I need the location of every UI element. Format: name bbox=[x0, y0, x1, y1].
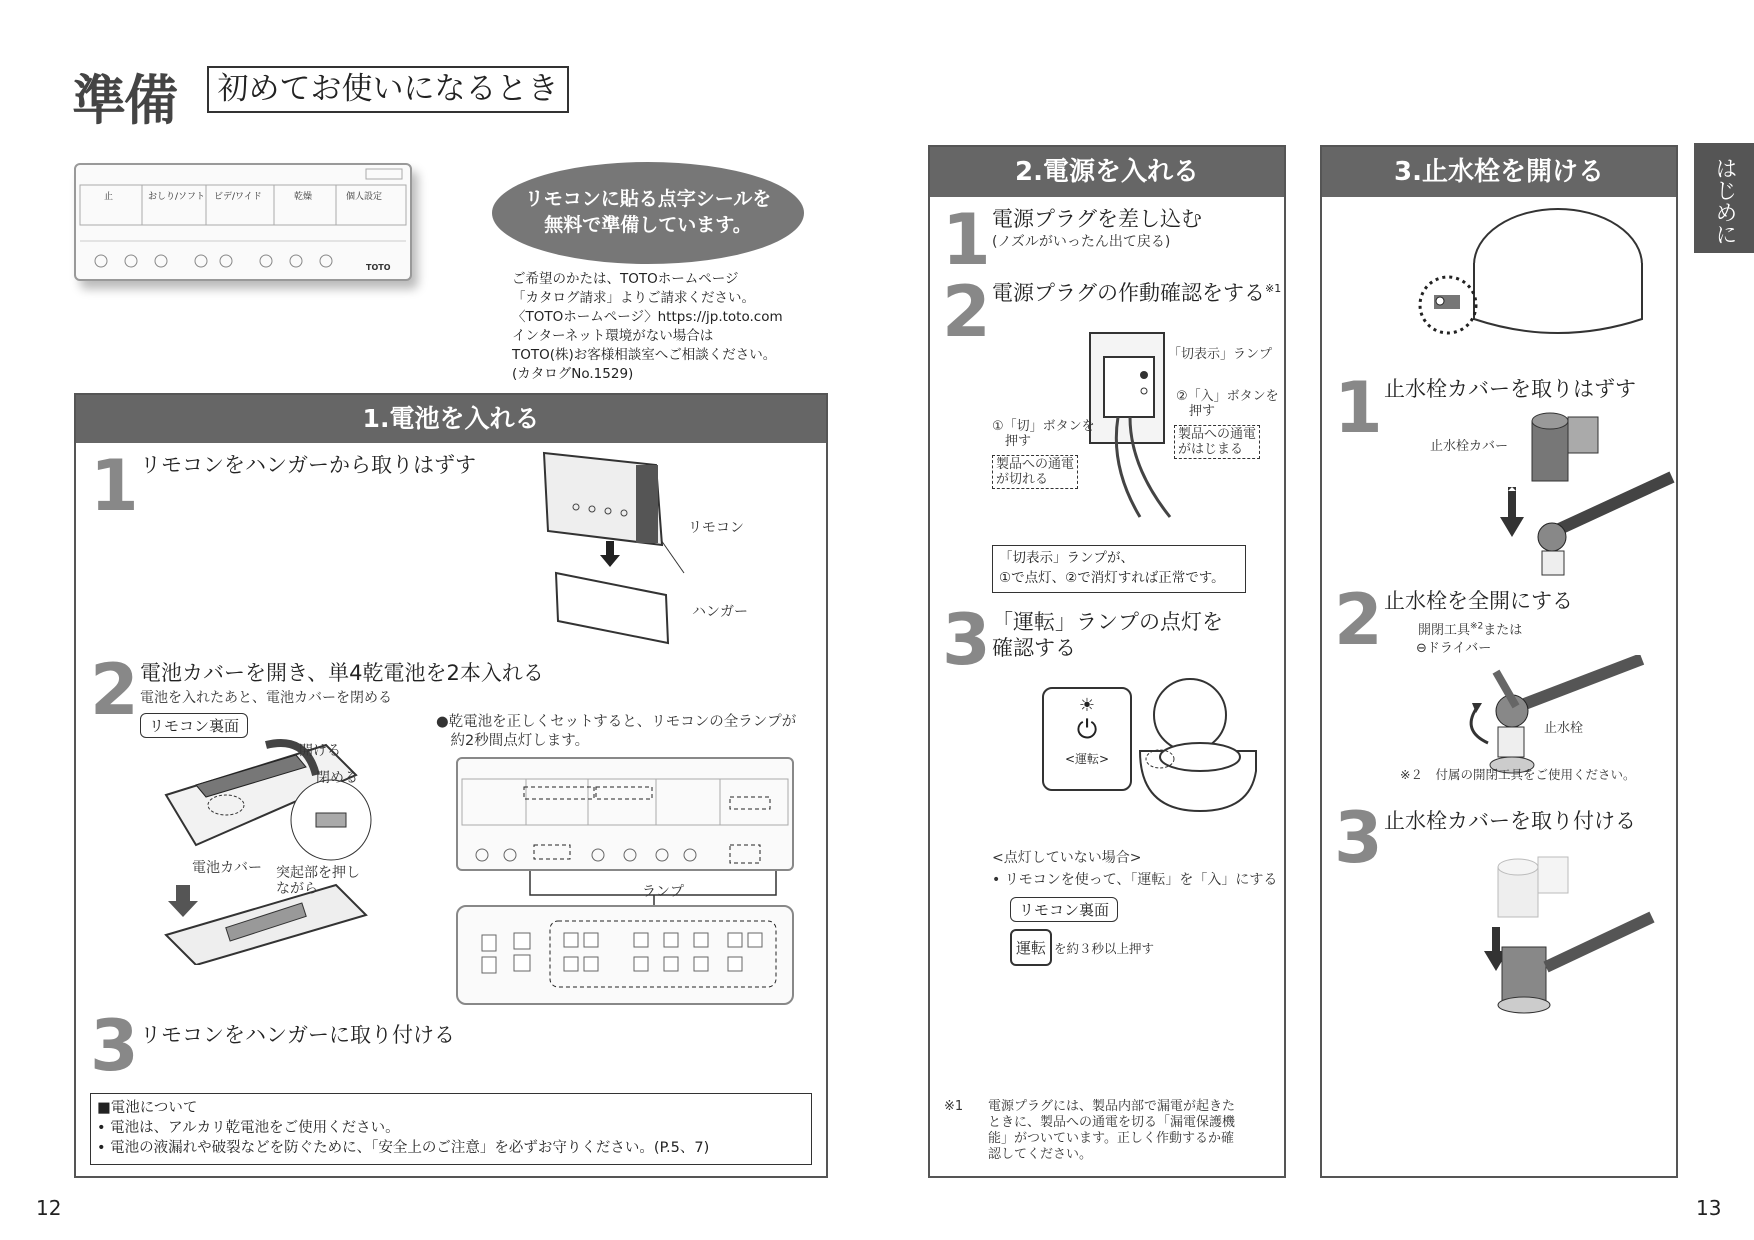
section-battery bbox=[74, 393, 828, 1178]
power-check-note: 「切表示」ランプが、 ①で点灯、②で消灯すれば正常です。 bbox=[992, 545, 1246, 593]
label-press: 突起部を押し ながら bbox=[276, 865, 360, 897]
page-subheading: 初めてお使いになるとき bbox=[207, 66, 569, 113]
braille-line: ご希望のかたは、TOTOホームページ bbox=[512, 271, 739, 287]
footnote-mark: ※1 bbox=[944, 1099, 964, 1114]
braille-line[interactable]: 〈TOTOホームページ〉https://jp.toto.com bbox=[512, 309, 783, 325]
lamp-note: ●乾電池を正しくセットすると、リモコンの全ランプが 約2秒間点灯します。 bbox=[436, 714, 797, 749]
battery-cover-illustration bbox=[156, 735, 456, 965]
braille-line: (カタログNo.1529) bbox=[512, 366, 634, 382]
battery-note bbox=[90, 1093, 812, 1165]
section-power bbox=[928, 145, 1286, 1178]
braille-line: インターネット環境がない場合は bbox=[512, 328, 714, 344]
valve-cover-attach-illustration bbox=[1462, 847, 1662, 1017]
step-number: 1 bbox=[942, 199, 991, 281]
step-number: 1 bbox=[90, 445, 139, 527]
step-number: 3 bbox=[1334, 797, 1383, 879]
step-number: 2 bbox=[1334, 579, 1383, 661]
label-off-lamp: 「切表示」ランプ bbox=[1168, 347, 1273, 362]
tool-label: 開閉工具 bbox=[1418, 623, 1471, 638]
remote-control-illustration bbox=[74, 163, 412, 281]
step-text: 電源プラグの作動確認をする bbox=[992, 281, 1265, 305]
label-lamp: ランプ bbox=[642, 884, 684, 900]
toilet-valve-illustration bbox=[1408, 201, 1648, 351]
not-lit-action: • リモコンを使って、「運転」を「入」にする bbox=[992, 872, 1278, 888]
remote-label-bidet: ビデ/ワイド bbox=[214, 192, 262, 202]
remote-label-stop: 止 bbox=[104, 192, 114, 202]
run-label: <運転> bbox=[1064, 752, 1110, 766]
battery-note-line: • 電池は、アルカリ乾電池をご使用ください。 bbox=[97, 1120, 400, 1136]
tag-remote-back: リモコン裏面 bbox=[1010, 897, 1118, 922]
step-number: 3 bbox=[90, 1005, 139, 1087]
driver-label: ⊖ドライバー bbox=[1416, 641, 1492, 656]
step-text: 電源プラグを差し込む bbox=[992, 207, 1202, 231]
remote-brand: TOTO bbox=[366, 263, 391, 272]
page-number-left: 12 bbox=[36, 1196, 62, 1220]
valve-cover-remove-illustration bbox=[1482, 407, 1682, 577]
label-off-button: ①「切」ボタンを 押す bbox=[992, 419, 1095, 449]
step-text: 電池カバーを開き、単4乾電池を2本入れる bbox=[140, 661, 544, 685]
step-subtext: (ノズルがいったん出て戻る) bbox=[992, 234, 1171, 250]
label-on-button: ②「入」ボタンを 押す bbox=[1176, 389, 1279, 419]
battery-note-title: ■電池について bbox=[97, 1100, 198, 1116]
step-text: リモコンをハンガーに取り付ける bbox=[140, 1023, 455, 1047]
braille-line: 「カタログ請求」よりご請求ください。 bbox=[512, 290, 755, 306]
step-number: 1 bbox=[1334, 367, 1383, 449]
label-remote: リモコン bbox=[688, 520, 744, 536]
section-power-title: 2.電源を入れる bbox=[930, 147, 1284, 197]
step-number: 3 bbox=[942, 599, 991, 681]
label-valve-cover: 止水栓カバー bbox=[1430, 439, 1509, 454]
remote-label-personal: 個人設定 bbox=[346, 192, 383, 202]
tool-sup: ※2 bbox=[1470, 621, 1484, 632]
step-text: 「運転」ランプの点灯を 確認する bbox=[992, 610, 1223, 660]
section-water-title: 3.止水栓を開ける bbox=[1322, 147, 1676, 197]
tool-label-rest: または bbox=[1483, 623, 1523, 638]
braille-bubble-text: リモコンに貼る点字シールを 無料で準備しています。 bbox=[524, 188, 772, 236]
step-number: 2 bbox=[942, 271, 991, 353]
label-power-on: 製品への通電 がはじまる bbox=[1174, 425, 1260, 459]
page-number-right: 13 bbox=[1696, 1196, 1722, 1220]
braille-line: TOTO(株)お客様相談室へご相談ください。 bbox=[512, 347, 777, 363]
tool-label-wrap bbox=[1418, 619, 1522, 638]
label-close: 閉める bbox=[316, 770, 358, 786]
step-subtext: 電池を入れたあと、電池カバーを閉める bbox=[140, 690, 392, 706]
run-button[interactable]: 運転 bbox=[1010, 929, 1052, 966]
page-heading: 準備 bbox=[72, 69, 176, 132]
braille-bubble bbox=[492, 162, 804, 264]
remote-hanger-illustration bbox=[536, 445, 756, 655]
sun-icon: ☀ bbox=[1078, 695, 1096, 716]
braille-info bbox=[512, 270, 783, 384]
label-open: 開ける bbox=[299, 743, 341, 759]
run-button-hint: を約３秒以上押す bbox=[1054, 941, 1155, 956]
not-lit-heading: <点灯していない場合> bbox=[992, 850, 1142, 866]
step-text: リモコンをハンガーから取りはずす bbox=[140, 453, 476, 477]
step-text: 止水栓カバーを取りはずす bbox=[1384, 377, 1636, 401]
step-text-wrap bbox=[992, 277, 1281, 307]
step-text: 止水栓カバーを取り付ける bbox=[1384, 809, 1636, 833]
footnote-text: 電源プラグには、製品内部で漏電が起きた ときに、製品への通電を切る「漏電保護機 能」がついています。正しく作動するか確 認してください。 bbox=[988, 1099, 1236, 1162]
tag-remote-back: リモコン裏面 bbox=[140, 713, 248, 738]
step-number: 2 bbox=[90, 649, 139, 731]
step-text: 止水栓を全開にする bbox=[1384, 589, 1573, 613]
label-battery-cover: 電池カバー bbox=[192, 860, 262, 876]
tool-footnote: ※２ 付属の開閉工具をご使用ください。 bbox=[1400, 767, 1636, 782]
remote-back-lamp-illustration bbox=[456, 905, 794, 1005]
label-power-off: 製品への通電 が切れる bbox=[992, 455, 1078, 489]
remote-lamp-illustration bbox=[456, 757, 794, 871]
remote-label-dry: 乾燥 bbox=[294, 192, 313, 202]
section-battery-title: 1.電池を入れる bbox=[76, 395, 826, 443]
label-hanger: ハンガー bbox=[692, 604, 748, 620]
section-tab[interactable]: はじめに bbox=[1694, 143, 1754, 253]
remote-label-rear: おしり/ソフト bbox=[148, 192, 206, 202]
run-lamp-panel bbox=[1042, 687, 1132, 791]
toilet-illustration bbox=[1130, 671, 1270, 821]
section-water-valve bbox=[1320, 145, 1678, 1178]
battery-note-line: • 電池の液漏れや破裂などを防ぐために、「安全上のご注意」を必ずお守りください。(P.5、7) bbox=[97, 1140, 710, 1156]
valve-label: 止水栓 bbox=[1544, 721, 1584, 736]
power-icon: ⏻ bbox=[1076, 715, 1098, 745]
footnote-ref: ※1 bbox=[1265, 282, 1282, 295]
